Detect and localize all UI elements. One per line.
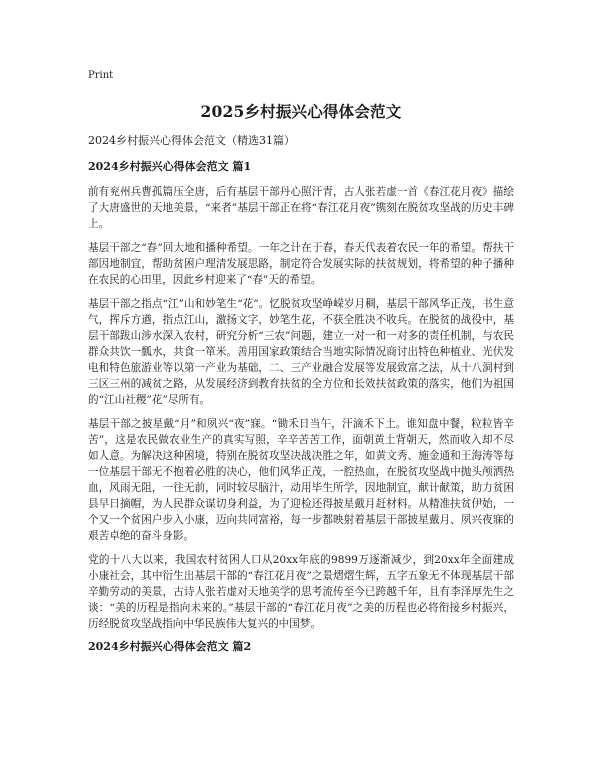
paragraph: 基层干部之披星戴“月”和夙兴“夜”寐。“锄禾日当午，汗滴禾下土。谁知盘中餐，粒粒皆辛苦”，这是农民做农业生产的真实写照，辛辛苦苦工作，面朝黄土背朝天，然而收入却不尽如人意。为解决这种困境，特别在脱贫攻坚决战决胜之年，如黄文秀、施金通和王海涛等每一位基层干部无不抱着必胜的决心，他们风华正茂，一腔热血，在脱贫攻坚战中抛头颅洒热血，风雨无阻，一往无前，同时较尽脑汁，动用毕生所学，因地制宜，献计献策，助力贫困县早日摘帽，为人民群众谋切身利益，为了迎检还得披星戴月赶材料。从精准扶贫伊始，一个又一个贫困户步入小康，迈向共同富裕，每一步都映射着基层干部披星戴月、夙兴夜寐的艰苦卓绝的奋斗身影。: [88, 418, 514, 542]
document-page: [88, 70, 514, 664]
document-subtitle: 2024乡村振兴心得体会范文（精选31篇）: [88, 134, 295, 147]
print-link[interactable]: Print: [88, 70, 114, 81]
section-heading-2: 2024乡村振兴心得体会范文 篇2: [88, 640, 252, 653]
section-heading-1: 2024乡村振兴心得体会范文 篇1: [88, 160, 252, 173]
paragraph: 党的十八大以来，我国农村贫困人口从20xx年底的9899万逐渐减少，到20xx年全面建成小康社会，其中衍生出基层干部的“春江花月夜”之景熠熠生辉，五字五象无不体现基层干部辛勤劳动的美景，古诗人张若虚对天地美学的思考流传至今已跨越千年，且有李泽厚先生之谈：“美的历程是指向未来的。”基层干部的“春江花月夜”之美的历程也必将衔接乡村振兴，历经脱贫攻坚战指向中华民族伟大复兴的中国梦。: [88, 554, 514, 630]
paragraph: 基层干部之指点“江”山和妙笔生“花”。忆脱贫攻坚峥嵘岁月稠，基层干部风华正茂，书生意气，挥斥方遒，指点江山，激扬文字，妙笔生花，不获全胜决不收兵。在脱贫的战役中，基层干部跋山涉水深入农村，研究分析“三农”问题，建立一对一和一对多的责任机制，与农民群众共饮一瓢水，共食一箪米。善用国家政策结合当地实际情况商讨出特色种植业、光伏发电和特色旅游业等以第一产业为基础，二、三产业融合发展等发展致富之法，从十八洞村到三区三州的减贫之路，从发展经济到教育扶贫的全方位和长效扶贫政策的落实，他们为祖国的“江山社稷”花”尽所有。: [88, 298, 514, 406]
paragraph: 基层干部之“春”回大地和播种希望。一年之计在于春，春天代表着农民一年的希望。帮扶干部因地制宜，帮助贫困户理清发展思路，制定符合发展实际的扶贫规划，将希望的种子播种在农民的心田里，因此乡村迎来了“春”天的希望。: [88, 242, 514, 286]
page-title: 2025乡村振兴心得体会范文: [200, 102, 402, 121]
paragraph: 前有兖州兵曹孤篇压全唐，后有基层干部丹心照汗青，古人张若虚一首《春江花月夜》描绘了大唐盛世的天地美景，“来者”基层干部正在将“春江花月夜”镌刻在脱贫攻坚战的历史丰碑上。: [88, 186, 514, 230]
